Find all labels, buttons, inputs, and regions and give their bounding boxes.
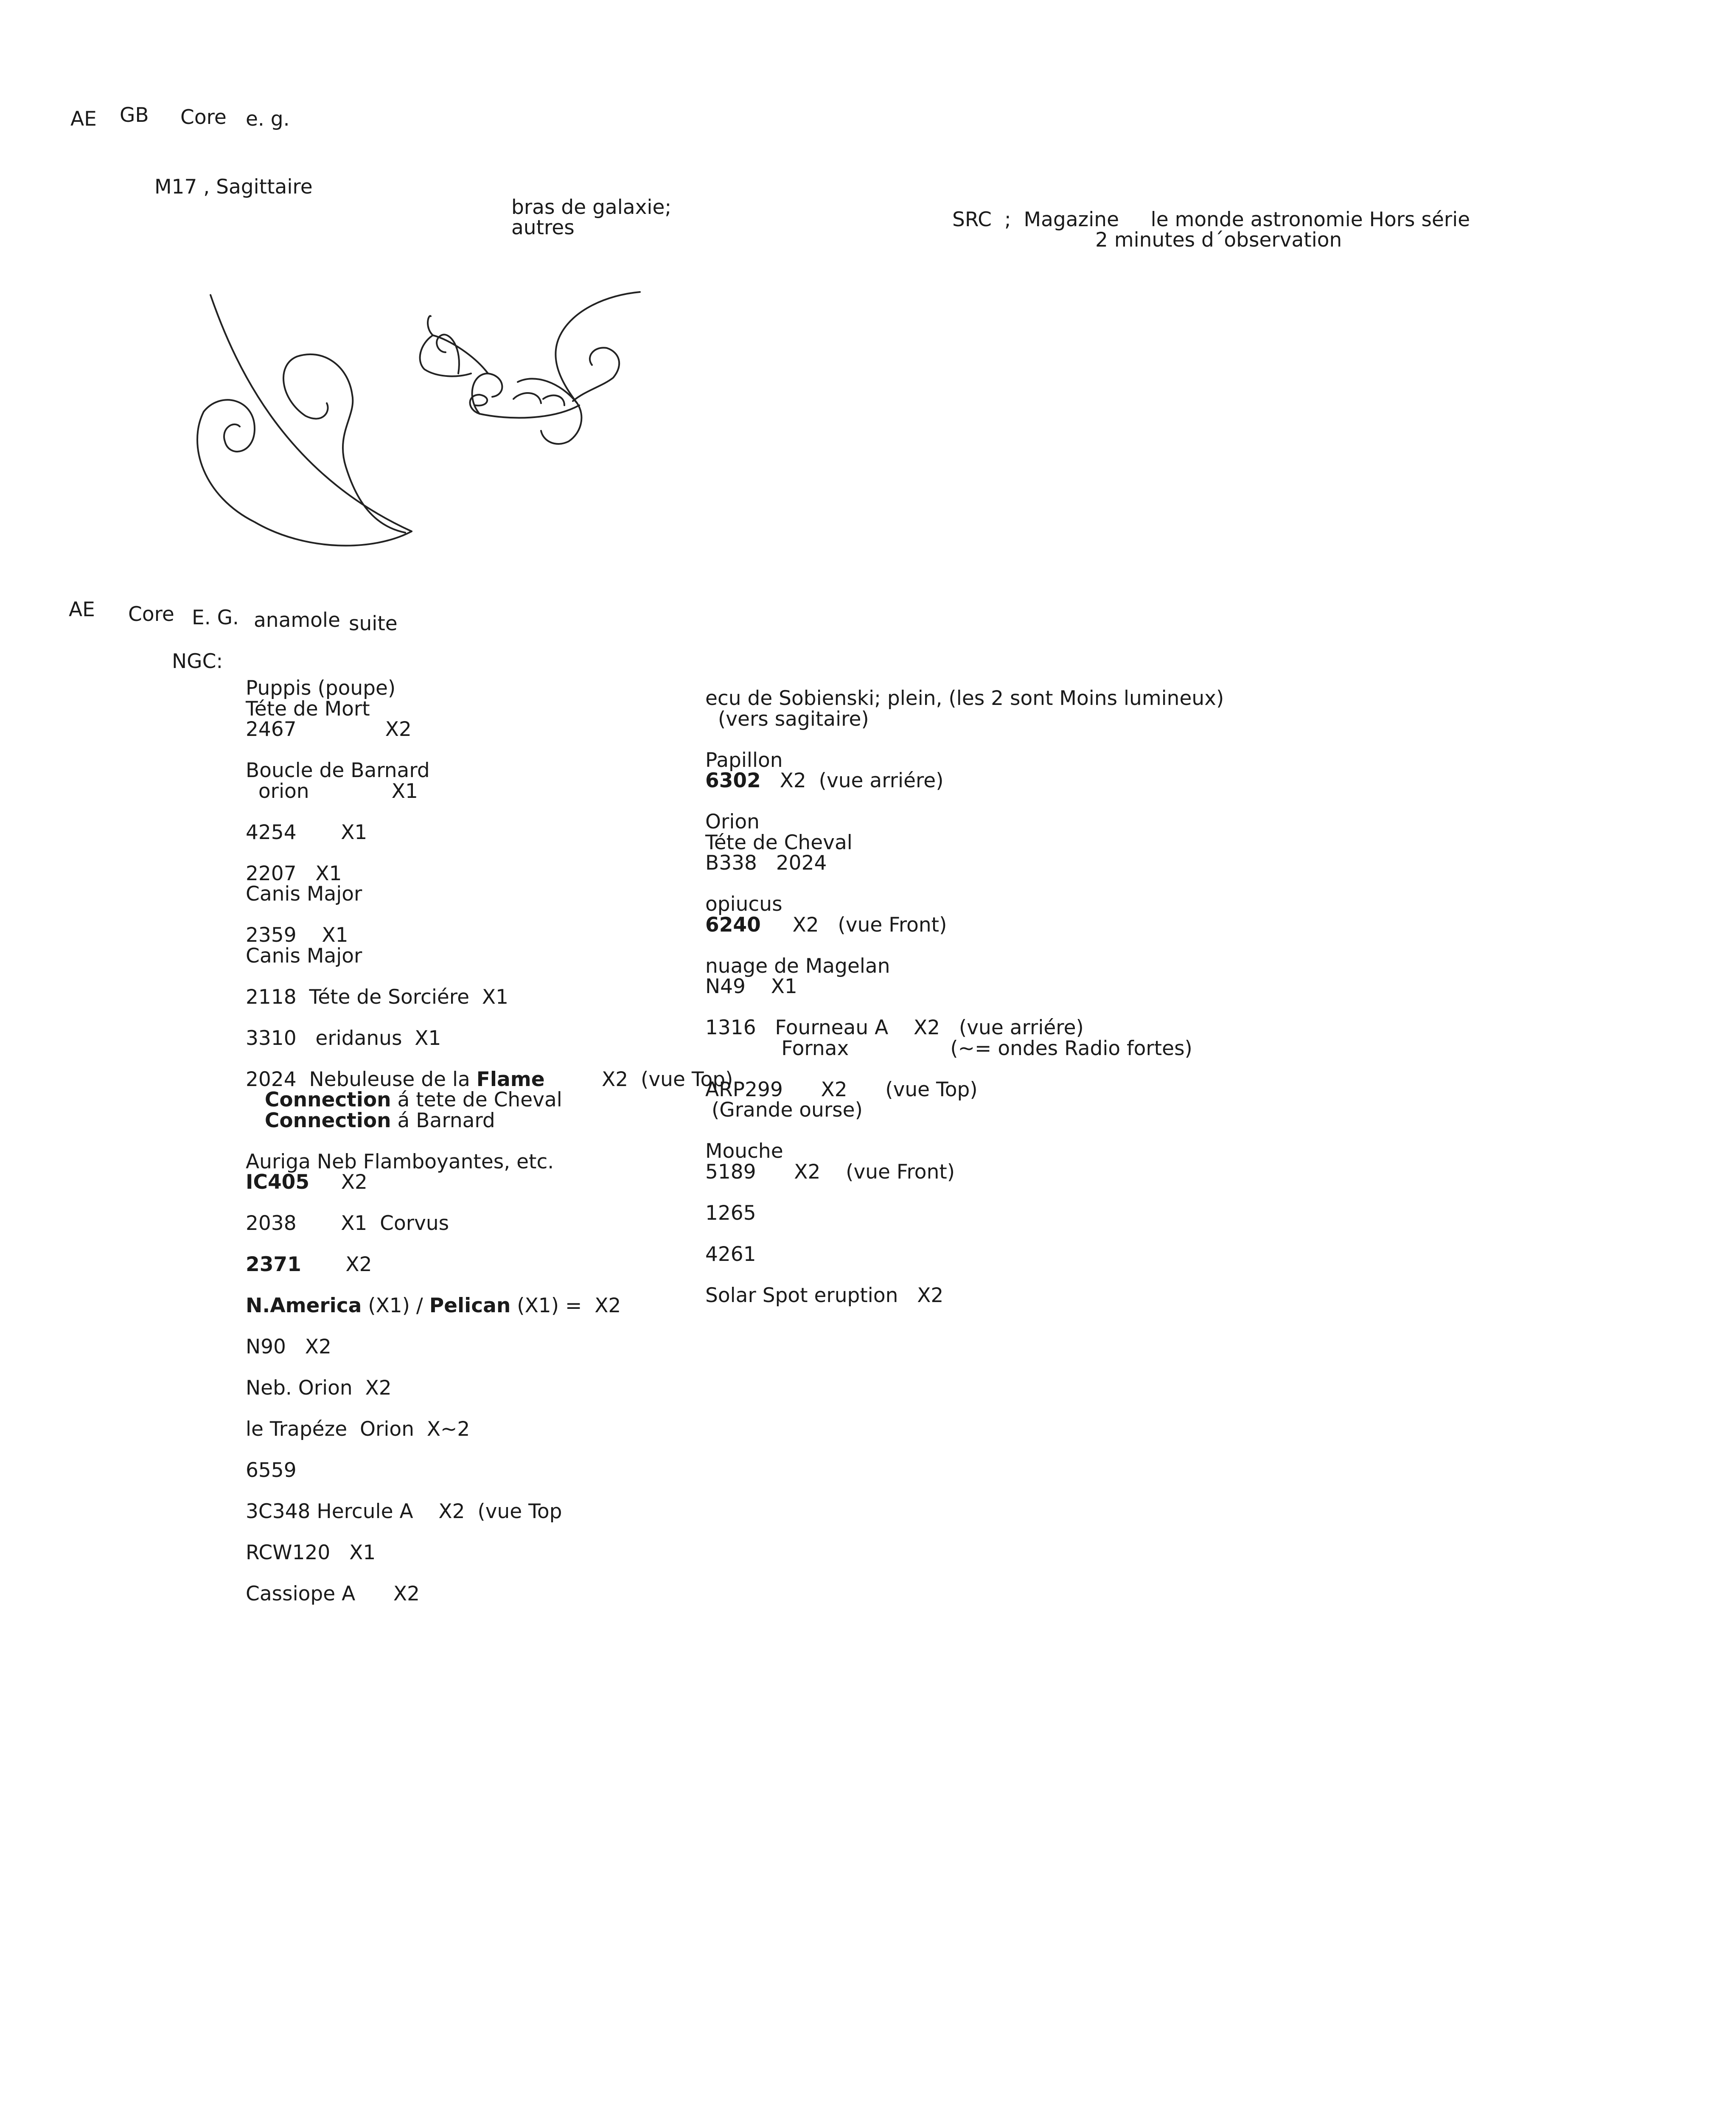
item-bold: Connection	[264, 1088, 391, 1112]
right-column	[705, 688, 1224, 1306]
list-item: Mouche	[705, 1140, 783, 1163]
list-item: Auriga Neb Flamboyantes, etc.	[246, 1150, 554, 1173]
ae-label: AE	[70, 107, 97, 131]
list-item: Boucle de Barnard	[246, 759, 430, 782]
list-item: Papillon	[705, 748, 783, 772]
item-bold: Flame	[476, 1067, 545, 1091]
list-item: 4261	[705, 1242, 756, 1266]
eg-label-2: E. G.	[192, 606, 239, 629]
list-item	[705, 915, 1224, 936]
list-item	[246, 1090, 733, 1111]
bras-line-2: autres	[511, 216, 575, 239]
item-text: X2 (vue Top)	[544, 1067, 733, 1091]
list-item	[246, 1296, 733, 1316]
list-item: N90 X2	[246, 1335, 331, 1359]
list-item: Neb. Orion X2	[246, 1376, 392, 1400]
list-item: (Grande ourse)	[705, 1098, 863, 1122]
list-item: 3C348 Hercule A X2 (vue Top	[246, 1500, 562, 1523]
list-item	[246, 1255, 733, 1275]
item-bold: N.America	[246, 1294, 362, 1317]
item-bold: 6302	[705, 769, 761, 792]
item-text: (X1) /	[362, 1294, 429, 1317]
gb-label: GB	[120, 104, 149, 127]
core-label-2: Core	[128, 603, 174, 626]
item-text: 2024 Nebuleuse de la	[246, 1067, 477, 1091]
list-item: (vers sagitaire)	[705, 707, 869, 731]
list-item	[246, 1111, 733, 1131]
item-bold: 6240	[705, 913, 761, 937]
item-text: X2 (vue arriére)	[760, 769, 944, 792]
list-item: Téte de Mort	[246, 697, 370, 721]
list-item: ecu de Sobienski; plein, (les 2 sont Moins lumineux)	[705, 687, 1224, 710]
list-item: opiucus	[705, 893, 782, 916]
list-item: 2359 X1	[246, 923, 348, 947]
list-item	[705, 771, 1224, 792]
list-item: Puppis (poupe)	[246, 676, 396, 700]
list-item: Solar Spot eruption X2	[705, 1283, 944, 1307]
left-column	[246, 678, 733, 1605]
list-item: 2207 X1	[246, 862, 342, 885]
list-item: 2038 X1 Corvus	[246, 1212, 449, 1235]
list-item: N49 X1	[705, 975, 797, 998]
list-item: Canis Major	[246, 944, 362, 968]
list-item: orion X1	[246, 779, 418, 803]
ngc-heading: NGC:	[172, 650, 223, 673]
list-item: 1316 Fourneau A X2 (vue arriére)	[705, 1016, 1084, 1039]
item-text: X2 (vue Front)	[760, 913, 947, 937]
anamole-label: anamole	[254, 609, 340, 632]
list-item: 3310 eridanus X1	[246, 1026, 441, 1050]
list-item: B338 2024	[705, 851, 827, 875]
list-item: Téte de Cheval	[705, 831, 853, 854]
list-item: RCW120 X1	[246, 1541, 376, 1564]
list-item: Fornax (~= ondes Radio fortes)	[705, 1036, 1192, 1060]
item-bold: Connection	[264, 1109, 391, 1132]
item-text: (X1) = X2	[510, 1294, 621, 1317]
item-text: á Barnard	[391, 1109, 495, 1132]
list-item: 2118 Téte de Sorciére X1	[246, 985, 508, 1009]
item-text: á tete de Cheval	[391, 1088, 562, 1112]
m17-label: M17 , Sagittaire	[154, 175, 313, 199]
list-item: 4254 X1	[246, 820, 367, 844]
list-item: nuage de Magelan	[705, 954, 890, 978]
list-item	[246, 1172, 733, 1193]
core-label: Core	[180, 106, 227, 129]
item-text: X2	[301, 1253, 372, 1276]
suite-label: suite	[349, 612, 398, 635]
item-bold: IC405	[246, 1170, 310, 1194]
bras-line-1: bras de galaxie;	[511, 196, 672, 219]
list-item: 5189 X2 (vue Front)	[705, 1160, 955, 1184]
list-item	[246, 1069, 733, 1090]
list-item: le Trapéze Orion X~2	[246, 1417, 470, 1441]
src-line-2: 2 minutes d´observation	[1095, 228, 1342, 252]
list-item: Orion	[705, 810, 760, 834]
list-item: 2467 X2	[246, 718, 412, 741]
list-item: ARP299 X2 (vue Top)	[705, 1078, 978, 1101]
item-bold: 2371	[246, 1253, 301, 1276]
item-text: X2	[309, 1170, 367, 1194]
list-item: 6559	[246, 1459, 297, 1482]
ae-label-2: AE	[69, 598, 95, 621]
eg-label: e. g.	[246, 107, 290, 131]
list-item: Cassiope A X2	[246, 1582, 420, 1606]
list-item: 1265	[705, 1201, 756, 1225]
list-item: Canis Major	[246, 882, 362, 906]
item-bold: Pelican	[429, 1294, 511, 1317]
src-line-1: SRC ; Magazine le monde astronomie Hors série	[952, 208, 1470, 231]
